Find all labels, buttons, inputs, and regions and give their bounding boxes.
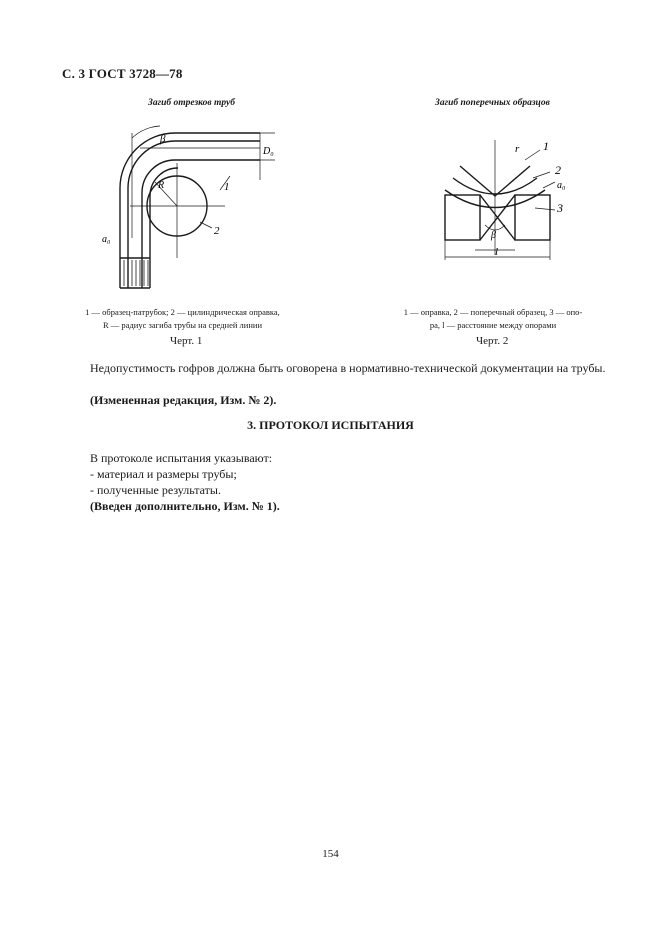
protocol-item: - полученные результаты. xyxy=(90,483,221,497)
figure2-legend xyxy=(378,306,608,332)
figure2-label-2: 2 xyxy=(555,163,561,177)
figure1-label-d: D₀ xyxy=(263,146,274,157)
protocol-block xyxy=(90,450,280,514)
figure2-caption: Черт. 2 xyxy=(476,335,509,347)
page-number: 154 xyxy=(322,848,339,860)
figure1-legend-line2: R — радиус загиба трубы на средней линии xyxy=(103,320,262,330)
figure1-caption: Черт. 1 xyxy=(170,335,203,347)
figure1-legend xyxy=(50,306,315,332)
figure2-label-angle: β xyxy=(491,230,496,241)
figure2-label-1: 1 xyxy=(543,139,549,153)
protocol-intro: В протоколе испытания указывают: xyxy=(90,451,273,465)
figure2-title: Загиб поперечных образцов xyxy=(435,98,550,108)
figure1-label-angle: β xyxy=(160,133,166,145)
figure1-label-2: 2 xyxy=(214,225,220,237)
figure2-label-a: a₀ xyxy=(557,180,566,191)
figure1-label-a: a₀ xyxy=(102,234,111,245)
figure2-drawing xyxy=(435,130,585,270)
figure2-legend-line1: 1 — оправка, 2 — поперечный образец, 3 — опо- xyxy=(403,307,583,317)
figure2-label-r: r xyxy=(515,143,520,155)
figure1-label-radius: R xyxy=(158,180,165,191)
figure1-label-1: 1 xyxy=(224,181,230,193)
figure1-legend-line1: 1 — образец-патрубок; 2 — цилиндрическая оправка, xyxy=(85,307,280,317)
body-paragraph: Недопустимость гофров должна быть оговорена в нормативно-технической документации на трубы. xyxy=(90,361,606,375)
figure2-label-l: l xyxy=(495,246,499,258)
edit-note: (Измененная редакция, Изм. № 2). xyxy=(90,393,277,407)
protocol-note: (Введен дополнительно, Изм. № 1). xyxy=(90,499,280,513)
protocol-item: - материал и размеры трубы; xyxy=(90,467,237,481)
page-header: С. 3 ГОСТ 3728—78 xyxy=(62,66,183,81)
figure1-drawing xyxy=(100,118,280,298)
figure2-legend-line2: ра, l — расстояние между опорами xyxy=(429,320,557,330)
section-title: 3. ПРОТОКОЛ ИСПЫТАНИЯ xyxy=(247,418,414,432)
figure2-label-3: 3 xyxy=(557,201,563,215)
figure1-title: Загиб отрезков труб xyxy=(148,98,235,108)
